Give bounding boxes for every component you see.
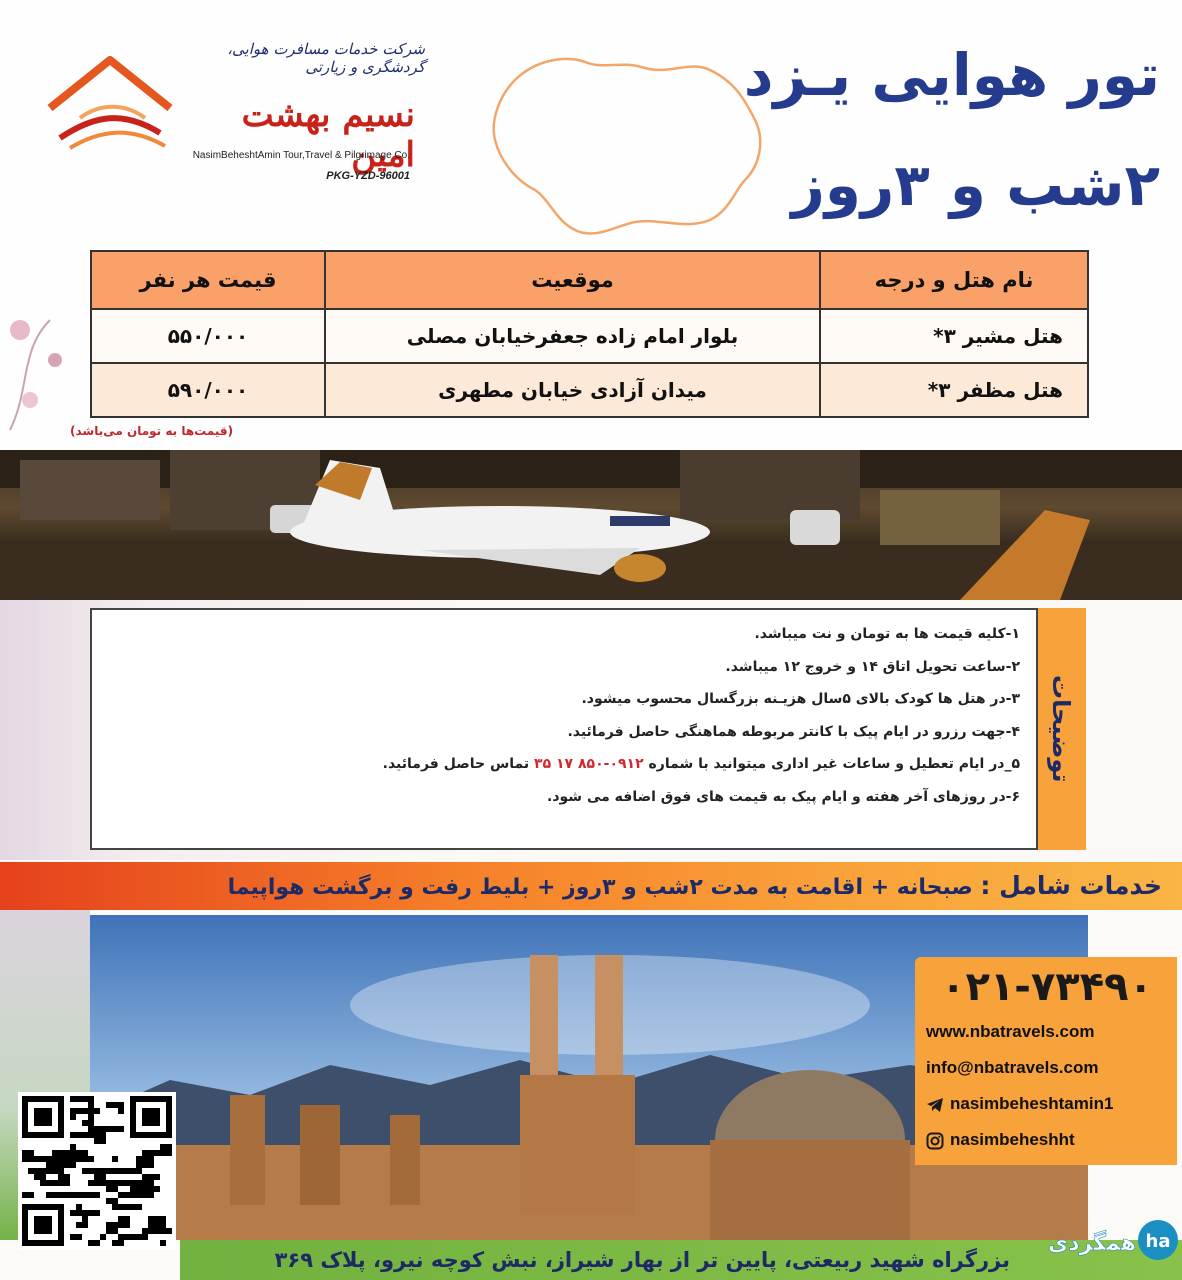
tour-duration: ۲شب و ۳روز <box>791 151 1160 219</box>
list-item <box>110 748 1020 781</box>
logo-latin-name: NasimBeheshtAmin Tour,Travel & Pilgrimage Co. <box>192 150 410 161</box>
package-code: PKG-YZD-96001 <box>326 170 410 182</box>
telegram-text: nasimbeheshtamin1 <box>950 1094 1114 1113</box>
services-list: صبحانه + اقامت به مدت ۲شب و ۳روز + بلیط رفت و برگشت هواپیما <box>227 875 973 900</box>
phone-number[interactable]: ۰۲۱-۷۳۴۹۰ <box>941 964 1153 1010</box>
instagram-icon <box>926 1132 944 1150</box>
table-header-row <box>91 251 1088 309</box>
price-currency-note: (قیمت‌ها به تومان می‌باشد) <box>70 424 234 438</box>
office-address: بزرگراه شهید ربیعتی، پایین تر از بهار شیراز، نبش کوچه نیرو، پلاک ۳۶۹ <box>274 1248 1010 1272</box>
logo-name: نسیم بهشت امین <box>241 95 415 175</box>
header-hotel: نام هتل و درجه <box>820 251 1088 309</box>
floral-ornament-icon <box>0 290 90 440</box>
watermark-logo-icon <box>1040 1210 1180 1276</box>
note-text: تماس حاصل فرمائید. <box>382 756 530 772</box>
airplane-icon <box>0 450 1182 600</box>
list-item: ۳-در هتل ها کودک بالای ۵سال هزیـنه بزرگسال محسوب میشود. <box>581 691 1020 707</box>
tour-title: تور هوایی یـزد <box>743 41 1160 109</box>
header-location: موقعیت <box>325 251 820 309</box>
svg-text:ha: ha <box>1145 1231 1171 1252</box>
list-item: ۶-در روزهای آخر هفته و ایام پیک به قیمت های فوق اضافه می شود. <box>547 788 1020 805</box>
notes-list <box>110 618 1020 813</box>
location-cell: میدان آزادی خیابان مطهری <box>325 363 820 417</box>
email-text: info@nbatravels.com <box>926 1058 1099 1077</box>
services-text <box>20 862 1162 910</box>
telegram-icon <box>926 1096 944 1114</box>
logo-tagline: شرکت خدمات مسافرت هوایی، گردشگری و زیارتی <box>227 40 425 76</box>
airport-photo <box>0 450 1182 600</box>
hotel-price-table <box>90 250 1089 418</box>
email-link[interactable] <box>926 1058 1172 1078</box>
notes-label <box>1036 608 1086 850</box>
qr-code[interactable] <box>18 1092 176 1250</box>
telegram-link[interactable] <box>926 1094 1172 1114</box>
website-text: www.nbatravels.com <box>926 1022 1095 1041</box>
website-link[interactable] <box>926 1022 1172 1042</box>
note-phone: ۰۹۱۲-۸۵۰ ۱۷ ۳۵ <box>534 756 644 772</box>
list-item: ۱-کلیه قیمت ها به تومان و نت میباشد. <box>754 626 1020 642</box>
services-lead: خدمات شامل : <box>980 871 1162 900</box>
location-cell: بلوار امام زاده جعفرخیابان مصلی <box>325 309 820 363</box>
instagram-text: nasimbeheshht <box>950 1130 1075 1149</box>
list-item: ۴-جهت رزرو در ایام پیک با کانتر مربوطه هماهنگی حاصل فرمائید. <box>567 723 1020 740</box>
hotel-name-cell: هتل مظفر ۳* <box>820 363 1088 417</box>
price-cell: ۵۵۰/۰۰۰ <box>91 309 325 363</box>
table-row <box>91 363 1088 417</box>
qr-code-icon <box>22 1096 172 1246</box>
header-price: قیمت هر نفر <box>91 251 325 309</box>
note-text: ۵_در ایام تعطیل و ساعات غیر اداری میتوانید با شماره <box>648 756 1020 772</box>
list-item: ۲-ساعت تحویل اتاق ۱۴ و خروج ۱۲ میباشد. <box>725 658 1020 675</box>
hotel-name-cell: هتل مشیر ۳* <box>820 309 1088 363</box>
company-logo-icon <box>40 48 180 158</box>
price-cell: ۵۹۰/۰۰۰ <box>91 363 325 417</box>
watermark-text: همگردی <box>1048 1231 1136 1256</box>
table-row <box>91 309 1088 363</box>
instagram-link[interactable] <box>926 1130 1172 1150</box>
notes-label-text: توضیحات <box>1047 675 1075 783</box>
